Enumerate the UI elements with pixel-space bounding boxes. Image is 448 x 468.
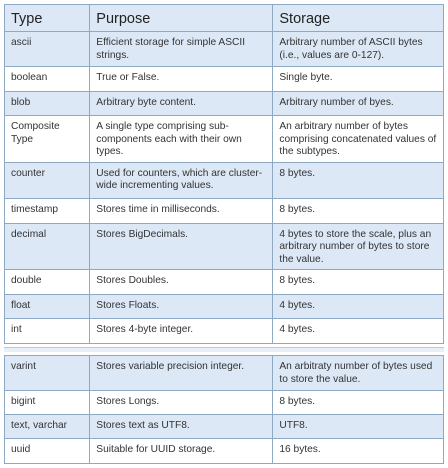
cell-type: blob — [5, 92, 90, 116]
cell-purpose: Stores Floats. — [90, 295, 273, 319]
cell-purpose: Suitable for UUID storage. — [90, 439, 273, 464]
cell-storage: An arbitrary number of bytes comprising concatenated values of the subtypes. — [273, 116, 444, 163]
cell-type: double — [5, 270, 90, 295]
table-row — [5, 67, 444, 92]
cell-purpose: Stores Longs. — [90, 391, 273, 415]
table-row — [5, 415, 444, 439]
cell-purpose: True or False. — [90, 67, 273, 92]
cell-type: text, varchar — [5, 415, 90, 439]
table-row — [5, 162, 444, 198]
cell-storage: 4 bytes. — [273, 319, 444, 344]
table-row — [5, 32, 444, 67]
cell-purpose: Stores time in milliseconds. — [90, 198, 273, 223]
cell-purpose: Stores 4-byte integer. — [90, 319, 273, 344]
cell-purpose: A single type comprising sub-components each with their own types. — [90, 116, 273, 163]
cell-type: ascii — [5, 32, 90, 67]
cell-storage: 8 bytes. — [273, 391, 444, 415]
table-row — [5, 295, 444, 319]
cell-type: timestamp — [5, 198, 90, 223]
cell-purpose: Used for counters, which are cluster-wide incrementing values. — [90, 162, 273, 198]
cell-type: varint — [5, 356, 90, 391]
cell-storage: Single byte. — [273, 67, 444, 92]
cell-type: counter — [5, 162, 90, 198]
cell-storage: 4 bytes to store the scale, plus an arbitrary number of bytes to store the value. — [273, 223, 444, 270]
cell-storage: 4 bytes. — [273, 295, 444, 319]
cell-type: int — [5, 319, 90, 344]
table-row — [5, 270, 444, 295]
cell-type: uuid — [5, 439, 90, 464]
cell-storage: 8 bytes. — [273, 198, 444, 223]
cell-storage: 8 bytes. — [273, 270, 444, 295]
cell-type: Composite Type — [5, 116, 90, 163]
table-header-row — [5, 5, 444, 32]
table-row — [5, 116, 444, 163]
data-types-table-part-2 — [4, 355, 444, 464]
table-row — [5, 439, 444, 464]
cell-purpose: Stores BigDecimals. — [90, 223, 273, 270]
table-row — [5, 356, 444, 391]
cell-purpose: Stores variable precision integer. — [90, 356, 273, 391]
table-row — [5, 223, 444, 270]
data-types-table-part-1 — [4, 4, 444, 344]
cell-type: float — [5, 295, 90, 319]
header-purpose: Purpose — [90, 5, 273, 32]
table-row — [5, 92, 444, 116]
cell-type: decimal — [5, 223, 90, 270]
cell-storage: UTF8. — [273, 415, 444, 439]
cell-storage: An arbitraty number of bytes used to store the value. — [273, 356, 444, 391]
cell-purpose: Arbitrary byte content. — [90, 92, 273, 116]
cell-type: boolean — [5, 67, 90, 92]
cell-purpose: Stores text as UTF8. — [90, 415, 273, 439]
table-row — [5, 391, 444, 415]
cell-storage: 16 bytes. — [273, 439, 444, 464]
cell-storage: Arbitrary number of ASCII bytes (i.e., values are 0-127). — [273, 32, 444, 67]
cell-storage: Arbitrary number of byes. — [273, 92, 444, 116]
header-storage: Storage — [273, 5, 444, 32]
cell-type: bigint — [5, 391, 90, 415]
cell-purpose: Efficient storage for simple ASCII strings. — [90, 32, 273, 67]
cell-storage: 8 bytes. — [273, 162, 444, 198]
table-row — [5, 319, 444, 344]
cell-purpose: Stores Doubles. — [90, 270, 273, 295]
table-row — [5, 198, 444, 223]
table-break-divider — [4, 347, 444, 352]
header-type: Type — [5, 5, 90, 32]
